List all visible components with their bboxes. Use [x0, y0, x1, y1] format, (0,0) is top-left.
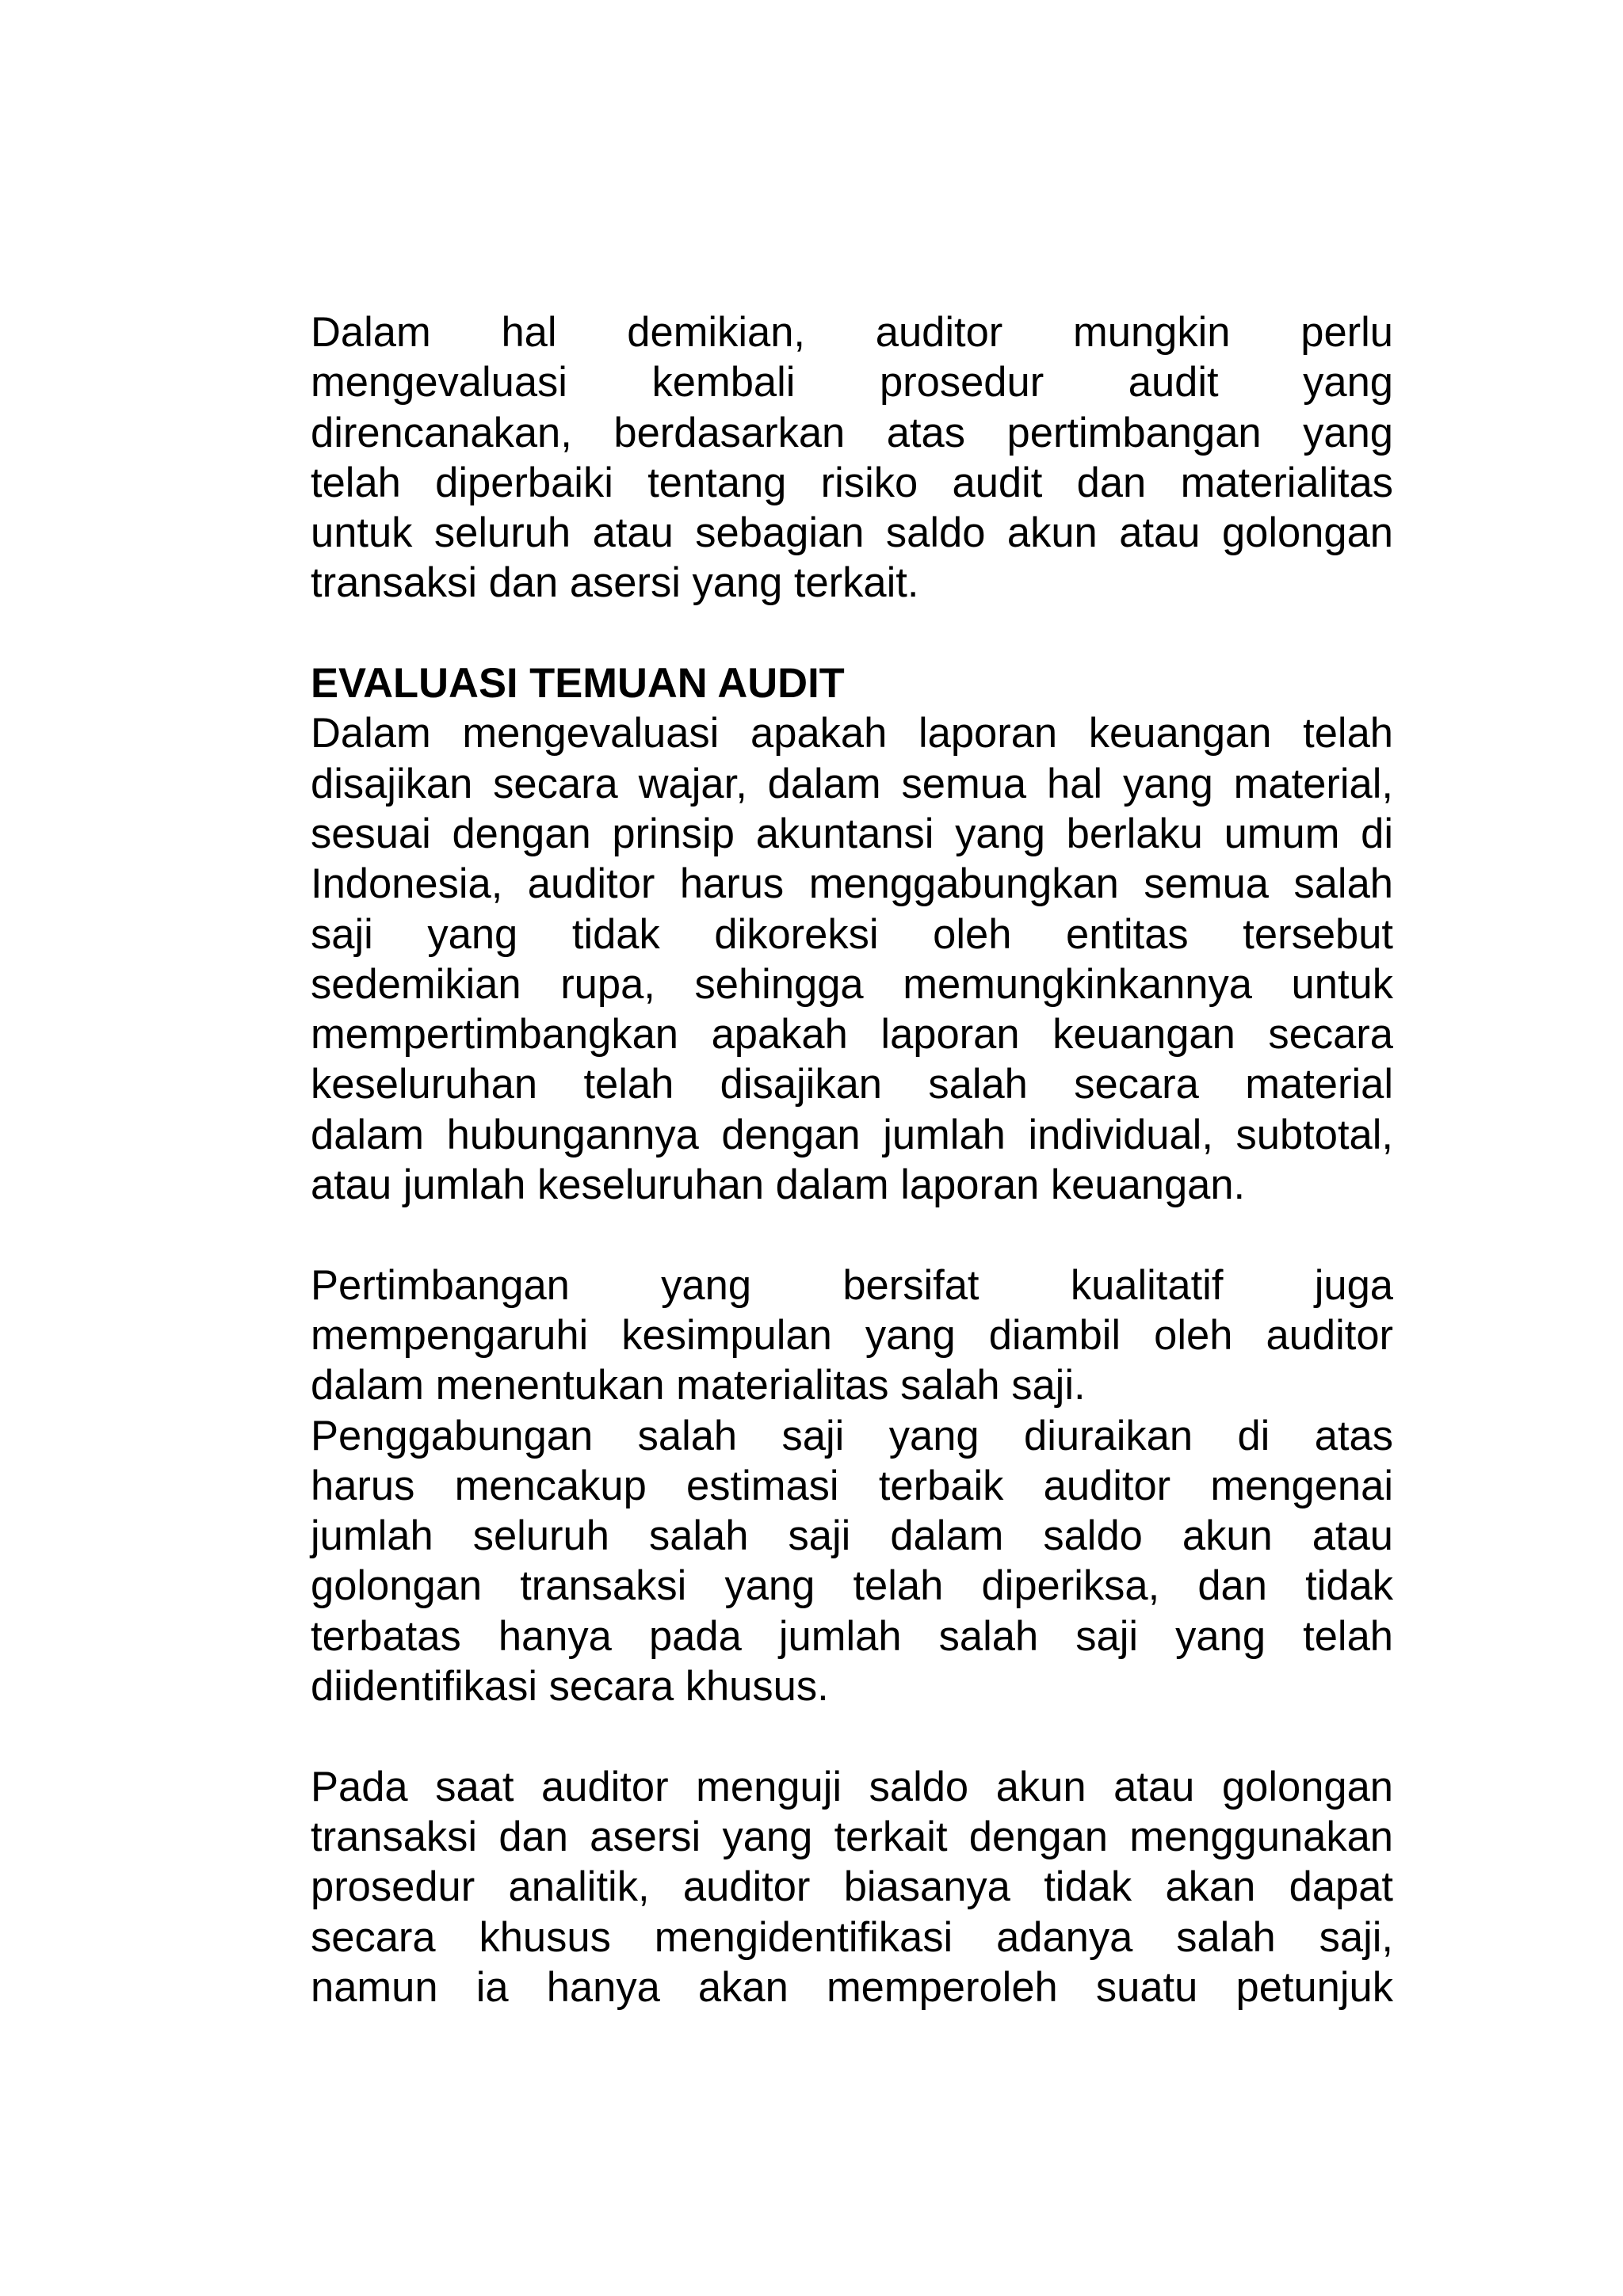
- text-line: Pada saat auditor menguji saldo akun atau golongan: [311, 1763, 1393, 1810]
- text-line: direncanakan, berdasarkan atas pertimbangan yang: [311, 409, 1393, 456]
- text-line: sesuai dengan prinsip akuntansi yang berlaku umum di: [311, 810, 1393, 857]
- paragraph: [311, 708, 1393, 1210]
- text-line: saji yang tidak dikoreksi oleh entitas tersebut: [311, 910, 1393, 958]
- text-line: Penggabungan salah saji yang diuraikan di atas: [311, 1412, 1393, 1459]
- text-line: dalam hubungannya dengan jumlah individual, subtotal,: [311, 1111, 1393, 1158]
- text-line: keseluruhan telah disajikan salah secara material: [311, 1061, 1393, 1108]
- text-line: mengevaluasi kembali prosedur audit yang: [311, 359, 1393, 406]
- text-line: transaksi dan asersi yang terkait dengan menggunakan: [311, 1813, 1393, 1860]
- text-line: jumlah seluruh salah saji dalam saldo akun atau: [311, 1512, 1393, 1560]
- text-line: untuk seluruh atau sebagian saldo akun atau golongan: [311, 509, 1393, 557]
- section-heading: EVALUASI TEMUAN AUDIT: [311, 660, 845, 707]
- text-line: disajikan secara wajar, dalam semua hal yang material,: [311, 760, 1393, 807]
- paragraph-spacer: [311, 608, 1393, 658]
- text-line: telah diperbaiki tentang risiko audit dan materialitas: [311, 459, 1393, 506]
- text-line: Pertimbangan yang bersifat kualitatif juga: [311, 1261, 1393, 1309]
- text-line: transaksi dan asersi yang terkait.: [311, 559, 919, 607]
- text-line: diidentifikasi secara khusus.: [311, 1663, 829, 1711]
- text-line: Indonesia, auditor harus menggabungkan semua salah: [311, 860, 1393, 908]
- text-line: terbatas hanya pada jumlah salah saji yang telah: [311, 1612, 1393, 1660]
- paragraph-spacer: [311, 1711, 1393, 1761]
- text-line: dalam menentukan materialitas salah saji.: [311, 1362, 1086, 1409]
- text-line: namun ia hanya akan memperoleh suatu petunjuk: [311, 1963, 1393, 2011]
- text-line: Dalam mengevaluasi apakah laporan keuangan telah: [311, 710, 1393, 757]
- text-line: mempertimbangkan apakah laporan keuangan secara: [311, 1011, 1393, 1058]
- paragraph: [311, 1261, 1393, 1411]
- paragraph-spacer: [311, 1210, 1393, 1260]
- paragraph: [311, 1411, 1393, 1712]
- text-line: sedemikian rupa, sehingga memungkinkannya untuk: [311, 960, 1393, 1008]
- text-line: secara khusus mengidentifikasi adanya salah saji,: [311, 1913, 1393, 1961]
- text-line: mempengaruhi kesimpulan yang diambil oleh auditor: [311, 1311, 1393, 1359]
- text-line: Dalam hal demikian, auditor mungkin perlu: [311, 309, 1393, 356]
- paragraph: [311, 1762, 1393, 2012]
- text-line: atau jumlah keseluruhan dalam laporan keuangan.: [311, 1161, 1246, 1209]
- text-line: harus mencakup estimasi terbaik auditor mengenai: [311, 1462, 1393, 1509]
- text-line: prosedur analitik, auditor biasanya tidak akan dapat: [311, 1863, 1393, 1911]
- text-line: golongan transaksi yang telah diperiksa, dan tidak: [311, 1562, 1393, 1610]
- document-page: [311, 307, 1393, 2012]
- paragraph: [311, 307, 1393, 608]
